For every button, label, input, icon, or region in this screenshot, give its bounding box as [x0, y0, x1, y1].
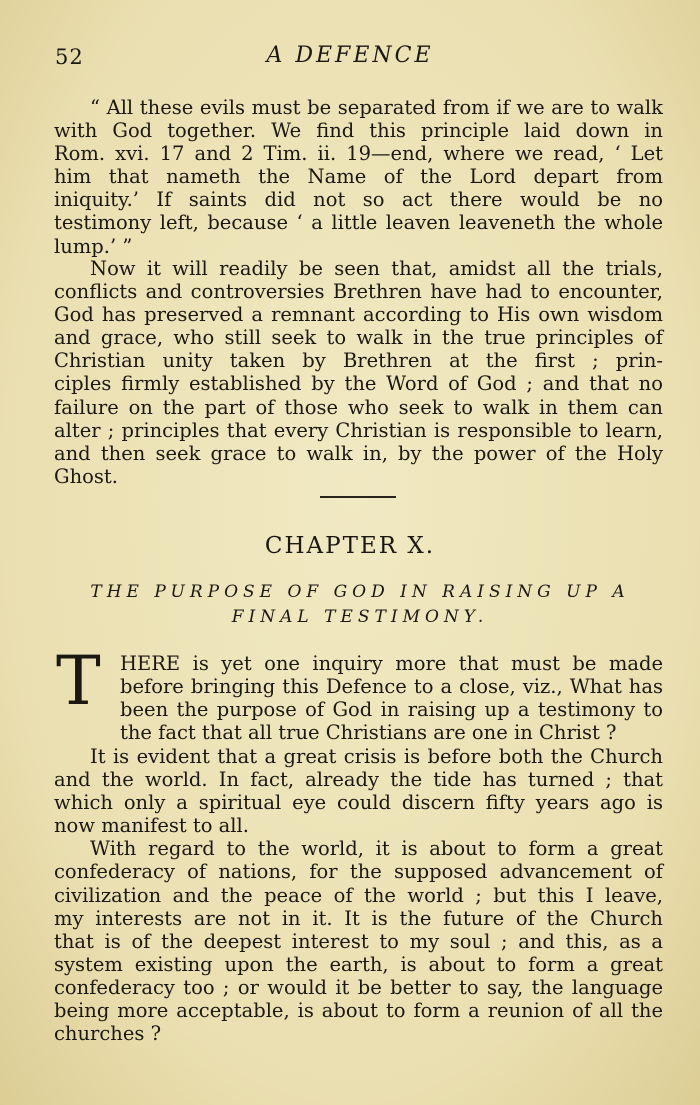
text-line: It is evident that a great crisis is before both the Church [90, 745, 663, 768]
text-line: iniquity.’ If saints did not so act there would be no [54, 188, 663, 212]
text-line: God has preserved a remnant according to His own wisdom [54, 303, 663, 327]
text-line: churches ? [54, 1022, 162, 1046]
chapter-heading: CHAPTER X. [264, 533, 436, 559]
text-line: the fact that all true Christians are one in Christ ? [120, 721, 617, 745]
text-line: that is of the deepest interest to my soul ; and this, as a [54, 929, 663, 953]
chapter-opening [120, 652, 663, 744]
text-line: my interests are not in it. It is the future of the Church [54, 906, 663, 930]
text-line: conflicts and controversies Brethren have had to encounter, [54, 280, 663, 304]
drop-cap: T [56, 642, 101, 720]
text-line: before bringing this Defence to a close, viz., What has [120, 675, 663, 699]
chapter-subtitle-line: FINAL TESTIMONY. [231, 607, 489, 627]
text-line: confederacy too ; or would it be better to say, the language [54, 975, 663, 999]
text-line: with God together. We find this principle laid down in [54, 119, 663, 143]
text-line: Now it will readily be seen that, amidst all the trials, [90, 257, 663, 280]
running-title: A DEFENCE [266, 43, 434, 68]
text-line: him that nameth the Name of the Lord depart from [54, 165, 663, 189]
text-line: confederacy of nations, for the supposed advancement of [54, 860, 663, 884]
text-line: testimony left, because ‘ a little leaven leaveneth the whole [54, 211, 663, 235]
text-line: Christian unity taken by Brethren at the first ; prin- [54, 349, 663, 373]
text-line: civilization and the peace of the world ; but this I leave, [54, 883, 663, 907]
page-number: 52 [55, 45, 84, 69]
text-line: alter ; principles that every Christian is responsible to learn, [54, 418, 663, 442]
chapter-body [54, 745, 663, 1045]
quote-paragraph [54, 96, 663, 258]
chapter-subtitle-line: THE PURPOSE OF GOD IN RAISING UP A [90, 582, 630, 602]
text-line: HERE is yet one inquiry more that must be made [120, 652, 663, 675]
text-line: now manifest to all. [54, 814, 249, 838]
text-line: ciples firmly established by the Word of God ; and that no [54, 372, 663, 396]
text-line: and grace, who still seek to walk in the true principles of [54, 326, 663, 350]
text-line: system existing upon the earth, is about to form a great [54, 952, 663, 976]
chapter-subtitle [60, 580, 660, 630]
text-line: failure on the part of those who seek to walk in them can [54, 395, 663, 419]
remnant-paragraph [54, 257, 663, 488]
text-line: and then seek grace to walk in, by the power of the Holy [54, 441, 663, 465]
text-line: Ghost. [54, 464, 118, 488]
text-line: which only a spiritual eye could discern fifty years ago is [54, 791, 663, 815]
text-line: being more acceptable, is about to form a reunion of all the [54, 999, 663, 1023]
text-line: With regard to the world, it is about to form a great [90, 837, 663, 861]
text-line: and the world. In fact, already the tide has turned ; that [54, 768, 663, 792]
text-line: “ All these evils must be separated from if we are to walk [90, 96, 663, 119]
text-line: Rom. xvi. 17 and 2 Tim. ii. 19—end, where we read, ‘ Let [54, 142, 663, 166]
text-line: been the purpose of God in raising up a testimony to [120, 698, 663, 722]
text-line: lump.’ ” [54, 234, 133, 258]
section-divider [320, 496, 396, 498]
